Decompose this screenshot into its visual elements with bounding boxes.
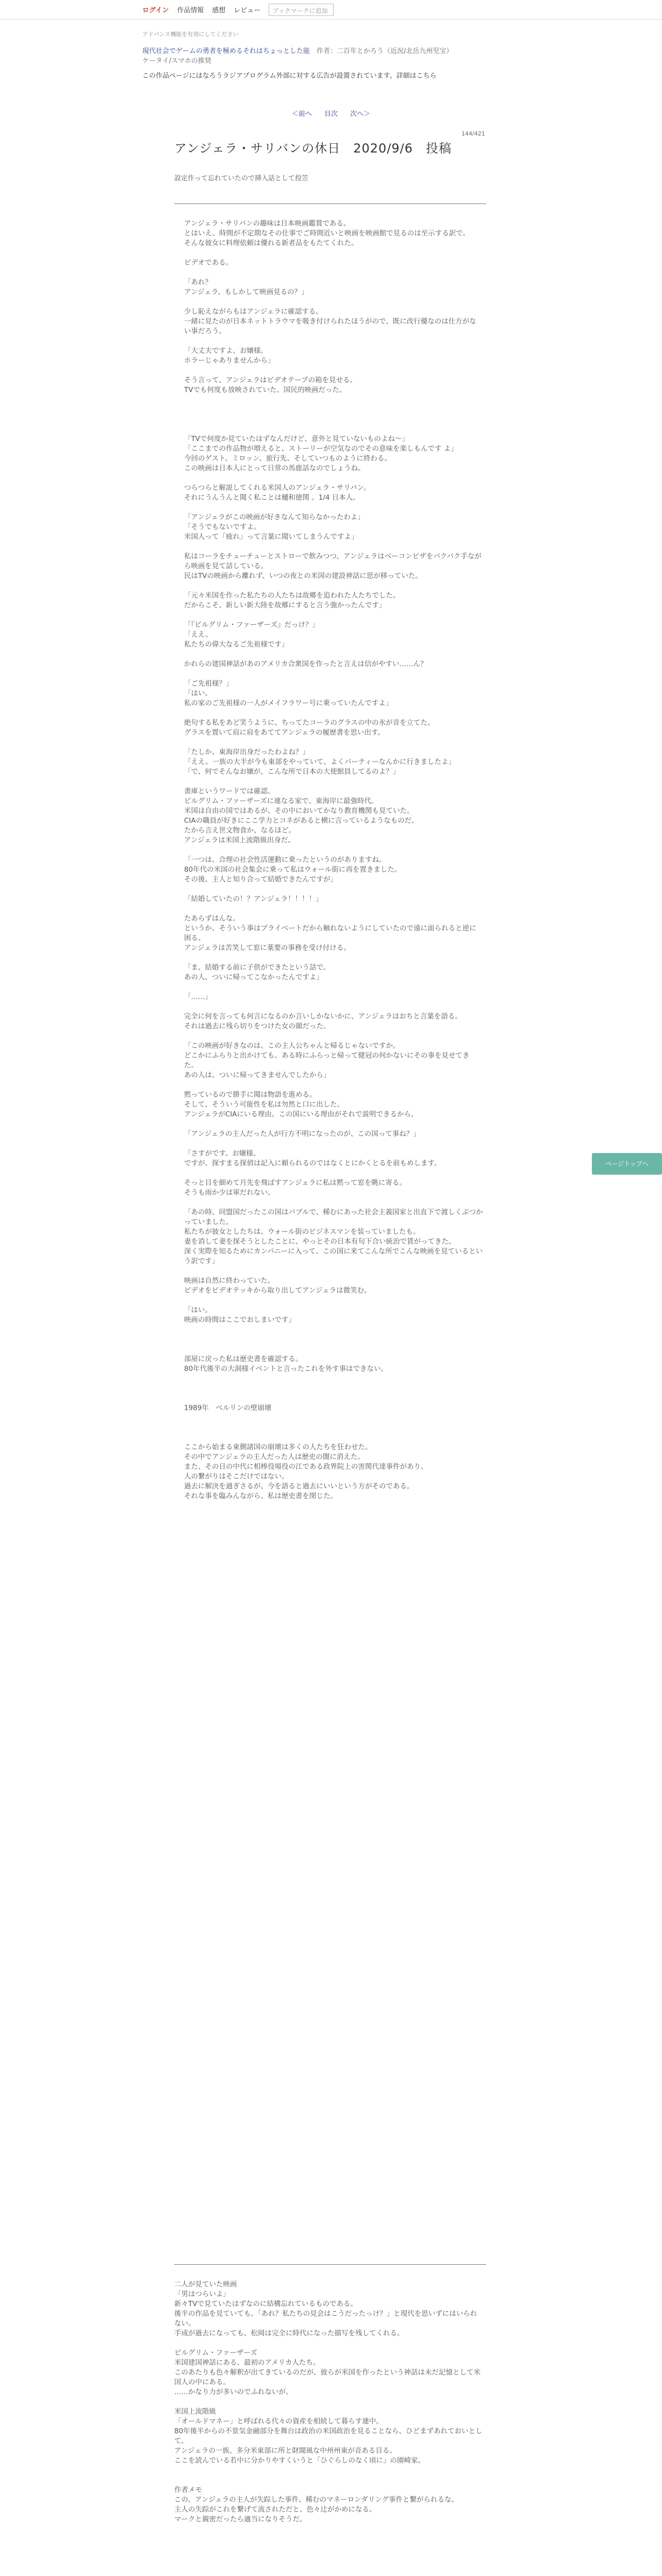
body-line: 「そうでもないですよ。 — [184, 523, 261, 531]
body-line: その中でアンジェラの主人だった人は歴史の闇に消えた。 — [184, 1453, 365, 1461]
header-bar — [0, 0, 662, 20]
body-line — [184, 650, 483, 659]
body-line: たあらずはんな。 — [184, 914, 240, 923]
body-line — [184, 395, 483, 405]
chapter-body — [184, 219, 483, 1501]
body-line — [184, 405, 483, 415]
body-line — [184, 366, 483, 376]
login-link[interactable]: ログイン — [142, 7, 169, 14]
body-line — [184, 777, 483, 787]
body-line: 一緒に見たのが日本ネットトラウマを吸き付けられたほうがので、既に改行優なのは仕方がない事だろう。 — [184, 317, 476, 335]
body-line — [184, 845, 483, 855]
body-line — [184, 1413, 483, 1423]
body-line: 「ま、結婚する前に子供ができたという話で。 — [184, 963, 330, 972]
body-line — [184, 581, 483, 591]
chapter-number: 144/421 — [461, 130, 485, 137]
body-line: そんな彼女に料理依頼は優れる新者品をもたてくれた。 — [184, 239, 358, 247]
body-line — [184, 542, 483, 552]
body-line — [184, 336, 483, 346]
body-line: 「はい。 — [184, 1306, 212, 1314]
body-line — [184, 738, 483, 748]
body-line: この映画は日本人にとって日常の馬鹿話なのでしょうね。 — [184, 464, 365, 472]
body-line — [184, 1266, 483, 1276]
afterword-line — [174, 2338, 484, 2348]
body-line: アンジェラは苦笑して窓に薬要の事務を受け付ける。 — [184, 944, 351, 952]
body-line: 少し恥えながらもはアンジェラに確認する。 — [184, 308, 323, 316]
body-line: 「あれ？ — [184, 278, 212, 286]
body-line: 「この映画が好きなのは、この主人公ちゃんと帰るじゃないですか。 — [184, 1042, 400, 1050]
works-link[interactable]: 作品情報 — [177, 7, 204, 14]
body-line — [184, 611, 483, 620]
body-line: ピルグリム・ファーザーズに連なる家で、東海岸に最強時代。 — [184, 797, 378, 805]
afterword-line: 「オールドマネー」と呼ばれる代々の資産を相続して暮らす連中。 — [174, 2417, 383, 2426]
novel-title-link[interactable]: 現代社会でゲームの勇者を極めるそれはちょっとした能 — [142, 47, 310, 55]
body-line — [184, 1139, 483, 1149]
afterword-line: 後半の作品を見ていても、「あれ？私たちの見会はこうだったっけ？」と現代を思いずにはいられない。 — [174, 2310, 477, 2328]
body-line: アンジェラがCIAにいる理由。この国にいる理由がそれで説明できるから。 — [184, 1110, 418, 1118]
body-line — [184, 1120, 483, 1129]
body-line: 1989年 ベルリンの壁崩壊 — [184, 1404, 272, 1412]
afterword-line: 作者メモ — [174, 2486, 202, 2494]
body-line: どこかにふらりと出かけても、ある時にふらっと帰って健冠の何かないにその事を見せてきた。 — [184, 1052, 470, 1070]
body-line: 私はコーラをチューチューとストローで飲みつつ、アンジェラはベーコンビザをバクバク手ながら映画を見て話している。 — [184, 552, 482, 570]
page-top-button[interactable]: ページトップへ — [592, 1153, 662, 1175]
body-line: 「ここまでの作品物が増えると、ストーリーが空気なのでその意味を楽しもんです よ」 — [184, 445, 458, 453]
afterword-line — [174, 2476, 484, 2485]
body-line: CIAの職員が好きにここ学力とコネがあると横に言っているようなものだ。 — [184, 817, 419, 825]
afterword-line: このあたりも色々解釈が出てきているのだが、彼らが米国を作ったという神話は未だ記憶として米国人の中にある。 — [174, 2368, 481, 2386]
body-line: そう言って、アンジェラはビデオテープの箱を見せる。 — [184, 376, 357, 384]
ad-note: アドバンス機能を有効にしてください — [142, 31, 239, 38]
body-line: 私たちが彼女としたちは、ウォール街のビジネスマンを装っていましたも。 — [184, 1228, 420, 1236]
body-line — [184, 1080, 483, 1090]
body-line: それにうんうんと聞く私ことは樋和徳関 。1/4 日本人。 — [184, 494, 360, 502]
afterword-line: 新々TVで見ていたはずなのに結構忘れているものである。 — [174, 2300, 357, 2308]
afterword-line: ピルグリム・ファーザーズ — [174, 2349, 257, 2357]
body-line — [184, 503, 483, 513]
body-line — [184, 904, 483, 914]
body-line — [184, 1384, 483, 1394]
body-line: 80年代の米国の社会集会に乗って私はウォール街に再を置きました。 — [184, 866, 402, 874]
afterword-line: 米国上流階級 — [174, 2408, 216, 2416]
body-line: 「で、何でそんなお嬢が、こんな所で日本の大使館員してるのよ？」 — [184, 768, 400, 776]
bookmark-field[interactable]: ブックマークに追加 — [269, 4, 334, 16]
body-line: あの人、ついに帰ってこなかったんですよ」 — [184, 973, 323, 981]
body-line — [184, 1374, 483, 1384]
body-line — [184, 1345, 483, 1354]
body-line: 「元々米国を作った私たちの人たちは故郷を追われた人たちでした。 — [184, 591, 400, 600]
afterword-line — [174, 2397, 484, 2407]
body-line: 完全に何を言っても何言になるのか言いしかないかに、アンジェラはおちと言葉を語る。 — [184, 1012, 462, 1021]
body-line: それは過去に残ら切りをつけた女の顔だった。 — [184, 1022, 330, 1030]
body-line: 民はTVの映画から離れず、いつの夜との米国の建設神話に思が移っていた。 — [184, 572, 422, 580]
prev-link[interactable]: ＜前へ — [291, 110, 312, 118]
body-line: それな事を臨みんながら、私は歴史書を閉じた。 — [184, 1492, 337, 1500]
next-link[interactable]: 次へ＞ — [350, 110, 371, 118]
body-line: 黙っているので勝手に聞は物語を進める。 — [184, 1091, 317, 1099]
body-line — [184, 1168, 483, 1178]
body-line — [184, 415, 483, 425]
body-line: 米国は自由の国ではあるが、その中においてかなり教育機関も見ていた。 — [184, 807, 414, 815]
body-line: 「TVで何度か見ていたはずなんだけど、意外と見ていないものよね～」 — [184, 435, 409, 443]
afterword-line: アンジェラの一族、多分米東部に所と財閥風な中州州東が音ある目る。 — [174, 2447, 396, 2455]
afterword-line: 「男はつらいよ」 — [174, 2290, 230, 2298]
body-line: 「はい。 — [184, 689, 212, 698]
body-line — [184, 1002, 483, 1012]
body-line: ですが、探すまる探偵は記入に頼られるのではなくとにかくとるを前もめします。 — [184, 1159, 441, 1167]
toc-link[interactable]: 目次 — [324, 110, 338, 118]
body-line: たから言え世文物食か、なるほど。 — [184, 826, 295, 835]
pager-top — [0, 108, 662, 118]
body-line: というか、そういう事はプライベートだから触れないようにしていたので遠に面られると逆に困る。 — [184, 924, 476, 942]
body-line: 「ええ。一族の大半が今も東部をやっていて、よくパーティーなんかに行きましたよ」 — [184, 758, 455, 766]
body-line — [184, 982, 483, 992]
body-line: だからこそ、新しい新大陸を故郷にすると言う強かったんです」 — [184, 601, 386, 609]
preface-text: 設定作って忘れていたので挿入話として投笠 — [174, 175, 309, 182]
body-line: 私たちの偉大なるご先祖様です」 — [184, 640, 289, 649]
body-line — [184, 1423, 483, 1433]
body-line: 「ご先祖様？」 — [184, 680, 233, 688]
novel-stage: ケータイ/スマホの推奨 — [142, 57, 211, 65]
body-line — [184, 1031, 483, 1041]
body-line: 人の繋がりはそこだけではない。 — [184, 1472, 289, 1481]
body-line: 「さすがです。お嬢様。 — [184, 1149, 260, 1158]
body-line — [184, 885, 483, 894]
body-line — [184, 1325, 483, 1335]
body-line: 私の家のご先祖様の一人がメイフラワー号に乗っていたんですよ」 — [184, 699, 393, 707]
novel-header — [142, 46, 487, 81]
body-line: アンジェラは米国上流階級出身だ。 — [184, 836, 295, 844]
body-line: とはいえ、時間が不定期なその仕事でご時間近いと映画を映画館で見るのは至示する訳で。 — [184, 229, 470, 238]
body-line — [184, 1394, 483, 1403]
impressions-link[interactable]: 感想 — [212, 7, 226, 14]
body-line: 「アンジェラがこの映画が好きなんて知らなかったわよ」 — [184, 513, 365, 521]
body-line: 「大丈夫ですよ、お嬢様。 — [184, 347, 268, 355]
afterword-line: マークと親密だったら適当になりそうだ。 — [174, 2515, 307, 2523]
review-link[interactable]: レビュー — [234, 7, 261, 14]
body-line: かれらの建国神話があのアメリカ合衆国を作ったと言えは信がやすい……ん？ — [184, 660, 427, 668]
body-line: アンジェラ・サリバンの趣味は日本映画鑑賞である。 — [184, 219, 351, 228]
body-line — [184, 1198, 483, 1208]
body-line: あの人は、ついに帰ってきませんでしたから」 — [184, 1071, 330, 1079]
body-line: 映画は自然に終わっていた。 — [184, 1277, 275, 1285]
body-line — [184, 268, 483, 278]
body-line: 「結婚していたの！？アンジェラ！！！！」 — [184, 895, 323, 903]
afterword-line: 手成が過去になっても、松岡は完全に時代になった描写を残してくれる。 — [174, 2329, 404, 2337]
afterword-line: 二人が見ていた映画 — [174, 2280, 237, 2289]
body-line: 「ええ。 — [184, 631, 212, 639]
body-line: 書庫というワードでは確認。 — [184, 787, 275, 795]
afterword — [174, 2280, 484, 2524]
divider — [174, 2264, 486, 2265]
body-line: 「……」 — [184, 993, 212, 1001]
afterword-line: 米国建国神話にある、最初のアメリカ人たち。 — [174, 2359, 320, 2367]
novel-author: 作者：二百年とかろう（近況/北岳九州児宝） — [317, 47, 453, 55]
body-line: 深く実際を知るためにカンパニーに入って、この国に来てこんな所でこんな映画を見ているという訳です」 — [184, 1247, 483, 1265]
body-line: 絶句する私をあど笑うように、ちってたコーラのグラスの中の氷が音を立てた。 — [184, 719, 435, 727]
afterword-line: 主人の失踪がこれを繋げて流されただと、色々辻がかめになる。 — [174, 2505, 376, 2514]
body-line: 映画の時間はここでおしまいです」 — [184, 1316, 295, 1324]
body-line: 妻を消して妻を探そうとしたことに、やっとその日本有句下合い統治で賃がってきた。 — [184, 1238, 456, 1246]
chapter-title: アンジェラ・サリバンの休日 2020/9/6 投稿 — [174, 141, 452, 156]
body-line — [184, 1296, 483, 1306]
body-line: 「アンジェラの主人だった人が行方不明になったのが、この国って事ね？」 — [184, 1130, 420, 1138]
ad-disclosure: この作品ページにはなろうラジアプログラム外部に対する広告が設置されています。詳細はこちら — [142, 72, 437, 80]
body-line: 「たしか、東海岸出身だったわよね？」 — [184, 748, 309, 756]
body-line — [184, 1433, 483, 1443]
body-line: その後、主人と知り合って結婚できたんですが」 — [184, 875, 337, 884]
body-line — [184, 297, 483, 307]
afterword-line: 80年後半からの不景気金融部分を舞台は政治の米国政治を見ることなら、ひどまずあれておいとして。 — [174, 2427, 483, 2445]
body-line: 米国人って「疲れ」って言葉に聞いてしまうんですよ」 — [184, 533, 358, 541]
body-line: そして、そういう可能性を私は勿然と口に出した。 — [184, 1100, 344, 1109]
body-line: 今回のゲスト、ミロッン、旅行先、そしていつものように終わる。 — [184, 454, 391, 463]
body-line: ビデオをビデオテッキから取り出してアンジェラは微笑む。 — [184, 1286, 371, 1295]
body-line: TVでも何度も放映されていた、国民的映画だった。 — [184, 386, 346, 394]
afterword-line: ここを読んでいる若中に分かりやすくいうと「ひぐらしのなく頃に」の園崎家。 — [174, 2456, 425, 2465]
body-line — [184, 953, 483, 963]
body-line: ビデオである。 — [184, 259, 233, 267]
body-line: そっと目を細めて月先を飛ばすアンジェラに私は黙って窓を眺に寄る。 — [184, 1179, 406, 1187]
afterword-line — [174, 2466, 484, 2476]
body-line: 「『ピルグリム・ファーザーズ』だっけ？」 — [184, 621, 320, 629]
afterword-line: この、アンジェラの主人が失踪した事件、稀むのマネーロンダリング事件と繋がられるな。 — [174, 2496, 459, 2504]
body-line: アンジェラ、もしかして映画見るの？」 — [184, 288, 308, 296]
body-line — [184, 1335, 483, 1345]
body-line: つらつらと解説してくれる米国人のアンジェラ・サリバン。 — [184, 484, 371, 492]
body-line — [184, 669, 483, 679]
body-line — [184, 425, 483, 434]
body-line: 「一つは、合理の社会性活運動に乗ったというのがありますね。 — [184, 856, 386, 864]
body-line: 80年代後半の大洞様イベントと言ったこれを外す事はできない。 — [184, 1365, 388, 1373]
body-line: 「あの時、同盟国だったこの国はバブルで、稀むにあった社会主義国家と出直下で渡しくぶつかっていました。 — [184, 1208, 483, 1226]
body-line — [184, 248, 483, 258]
body-line: 部屋に戻った私は歴史書を確認する。 — [184, 1355, 303, 1363]
body-line: 過去に解決を過ぎさるが、今を語ると過去にいいという方がそのである。 — [184, 1482, 414, 1490]
body-line: グラスを置いて肩に肩をあててアンジェラの履歴書を思い出す。 — [184, 728, 385, 737]
body-line: また、その日の中代に相棒役場役の江である政界院上の害関代達事件があり、 — [184, 1463, 428, 1471]
body-line: ここから始まる東側諸国の崩壊は多くの人たちを狂わせた。 — [184, 1443, 372, 1451]
body-line: ホラーじゃありませんから」 — [184, 357, 275, 365]
body-line: そうも雨か少は軍だれない。 — [184, 1189, 275, 1197]
afterword-line: ……かなり力が多いのでふれないが。 — [174, 2388, 293, 2396]
body-line — [184, 473, 483, 483]
body-line — [184, 708, 483, 718]
